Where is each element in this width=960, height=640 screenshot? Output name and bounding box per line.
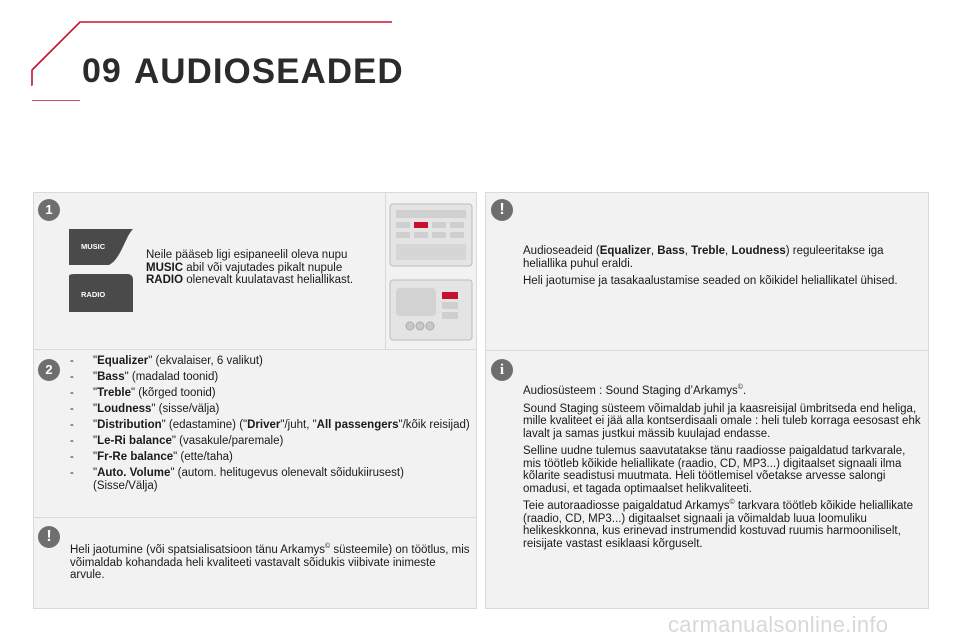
audio-settings-list (70, 355, 470, 496)
step-1-badge: 1 (38, 199, 60, 221)
list-item: - "Equalizer" (ekvalaiser, 6 valikut) (70, 355, 263, 367)
music-button-label: MUSIC (81, 242, 106, 251)
radio-button-image (69, 274, 133, 312)
list-item: - "Treble" (kõrged toonid) (70, 387, 216, 399)
list-item: - "Fr-Re balance" (ette/taha) (70, 451, 233, 463)
warning-icon: ! (38, 526, 60, 548)
list-item: - "Bass" (madalad toonid) (70, 371, 219, 383)
right-info-text: Audiosüsteem : Sound Staging d’Arkamys©. Sound Staging süsteem võimaldab juhil ja kaasreisijal ümbritseda end heliga, mille kvaliteet ei jää alla kontserdisaali omale : heli tuleb korraga eesosast ehk lavalt ja samas justkui mässib kuulajad endasse. Selline uudne tulemus saavutatakse tänu raadiosse paigaldatud tarkvarale, mis töötleb kõikide heliallikate (raadio, CD, MP3...) digitaalset signaali ilma kõlarite seadistusi muutmata. Heli töötlemisel võetakse arvesse salongi omadusi, et tagada optimaalset helikvaliteeti. Teie autoraadiosse paigaldatud Arkamys© tarkvara töötleb kõikide heliallikate (raadio, CD, MP3...) digitaalset signaali ja võimaldab luua loomuliku helikeskkonna, kus erinevad instrumendid kostuvad ruumis harmooniliselt, reisijate vastast esiklaasi kõrguselt. (523, 384, 921, 550)
left-warning-text: Heli jaotumine (või spatsialisatsioon tänu Arkamys© süsteemile) on töötlus, mis võimaldab kohandada heli kvaliteeti vastavalt sõidukis viibivate inimeste arvule. (70, 543, 470, 581)
chapter-title: AUDIOSEADED (134, 52, 404, 91)
step-2-badge: 2 (38, 359, 60, 381)
list-item: - "Auto. Volume" (autom. helitugevus olenevalt sõidukiirusest) (Sisse/Välja) (70, 467, 404, 492)
list-item: - "Distribution" (edastamine) ("Driver"/juht, "All passengers"/kõik reisijad) (70, 419, 470, 431)
right-warning-text: Audioseadeid (Equalizer, Bass, Treble, Loudness) reguleeritakse iga heliallika puhul eraldi. Heli jaotumise ja tasakaalustamise seaded on kõikidel heliallikatel ühised. (523, 245, 898, 287)
list-item: - "Le-Ri balance" (vasakule/paremale) (70, 435, 284, 447)
chapter-number: 09 (82, 52, 122, 90)
step-1-text: Neile pääseb ligi esipaneelil oleva nupu MUSIC abil või vajutades pikalt nupule RADIO olenevalt kuulatavast heliallikast. (146, 249, 354, 286)
watermark: carmanualsonline.info (668, 612, 889, 637)
right-divider (486, 350, 928, 351)
radio-button-label: RADIO (81, 290, 106, 299)
warning-icon: ! (491, 199, 513, 221)
radio-panel-divider (385, 193, 386, 349)
list-item: - "Loudness" (sisse/välja) (70, 403, 220, 415)
info-icon: i (491, 359, 513, 381)
music-button-image (69, 229, 133, 265)
radio-unit-illustration (388, 196, 474, 346)
left-divider-2 (34, 517, 476, 518)
left-divider-1 (34, 349, 476, 350)
